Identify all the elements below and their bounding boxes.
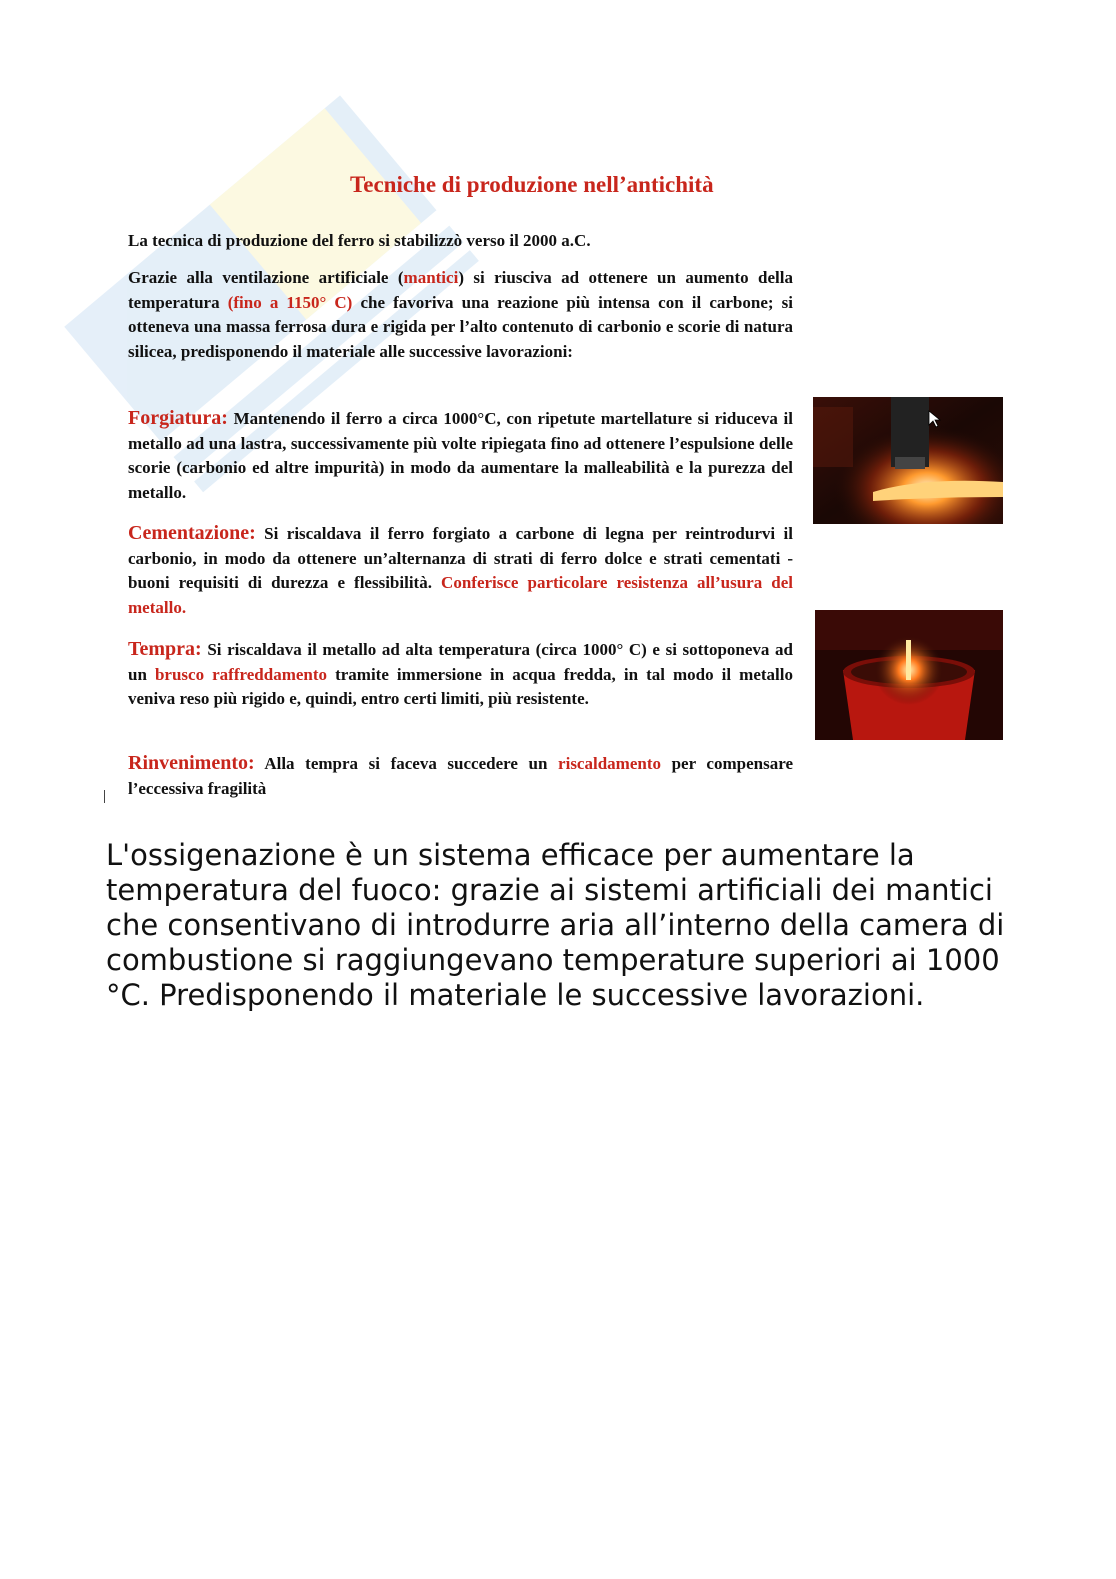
tempra-highlight: brusco raffreddamento [154,664,328,684]
cementazione-body: Si riscaldava il ferro forgiato a carbone di legna per reintrodurvi il carbonio, in modo da ottenere un’alternanza di strati di ferro dolce e strati cementati - buoni requisiti di durezza e flessibilità. [128,524,793,592]
cementazione-highlight: Conferisce particolare resistenza all’usura del metallo. [128,573,793,617]
cementazione-text [128,521,793,620]
rinvenimento-paragraph [128,751,793,801]
note-paragraph: L'ossigenazione è un sistema efficace per aumentare la temperatura del fuoco: grazie ai sistemi artificiali dei mantici che consentivano di introdurre aria all’interno della camera di combustione si raggiungevano temperature superiori ai 1000 °C. Predisponendo il materiale le successive lavorazioni. [106,838,1005,1012]
forgiatura-paragraph [128,406,793,505]
forgiatura-term: Forgiatura: [128,407,228,429]
quenching-photo [815,610,1003,740]
cementazione-paragraph [128,521,793,620]
ventilation-text-part: ) si riusciva ad ottenere un aumento della temperatura [128,268,793,312]
forgiatura-body: Mantenendo il ferro a circa 1000°C, con ripetute martellature si riduceva il metallo ad una lastra, successivamente più volte ripiegata fino ad ottenere l’espulsione delle scorie (carbonio ed altre impurità) in modo da aumentare la malleabilità e la purezza del metallo. [128,409,793,502]
rinvenimento-body: per compensare l’eccessiva fragilità [128,754,793,798]
tempra-term: Tempra: [128,638,202,660]
forgiatura-text [128,406,793,505]
rinvenimento-highlight: riscaldamento [558,754,661,773]
intro-paragraph [128,229,793,254]
cementazione-term: Cementazione: [128,522,256,544]
ventilation-paragraph [128,266,793,364]
text-cursor [104,790,105,803]
tempra-paragraph [128,637,793,712]
mantici-highlight: mantici [403,268,459,287]
tempra-body: tramite immersione in acqua fredda, in tal modo il metallo veniva reso più rigido e, quindi, entro certi limiti, più resistente. [128,664,793,708]
slide-title: Tecniche di produzione nell’antichità [350,172,714,197]
intro-text: La tecnica di produzione del ferro si stabilizzò verso il 2000 a.C. [128,231,591,250]
rinvenimento-body: Alla tempra si faceva succedere un [254,754,559,773]
forging-photo [813,397,1003,524]
ventilation-text [128,266,793,364]
ventilation-text-part: che favoriva una reazione più intensa con il carbone; si otteneva una massa ferrosa dura e rigida per l’alto contenuto di carbonio e scorie di natura silicea, predisponendo il materiale alle successive lavorazioni: [128,292,793,361]
tempra-text [128,637,793,712]
rinvenimento-text [128,751,793,801]
ventilation-text-part: Grazie alla ventilazione artificiale ( [128,268,404,287]
rinvenimento-term: Rinvenimento: [128,752,255,774]
tempra-body: Si riscaldava il metallo ad alta temperatura (circa 1000° C) e si sottoponeva ad un [128,640,793,684]
temperature-highlight: (fino a 1150° C) [227,292,353,312]
